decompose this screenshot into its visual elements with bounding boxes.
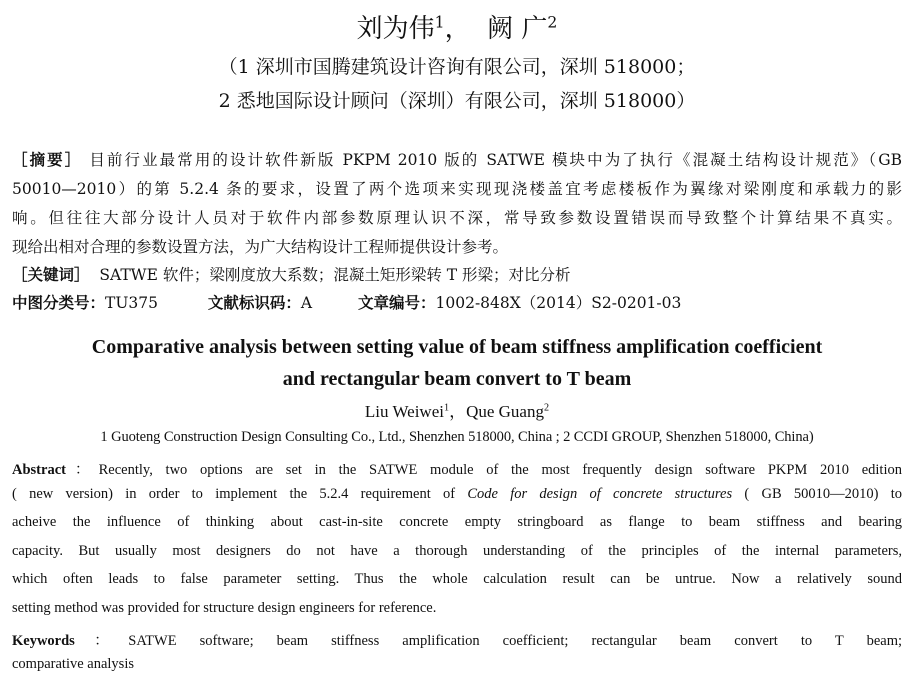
cn-abstract-line-3: 响。但往往大部分设计人员对于软件内部参数原理认识不深，常导致参数设置错误而导致整个计算结果不真实。 <box>12 209 902 227</box>
cn-abstract-line-4: 现给出相对合理的参数设置方法，为广大结构设计工程师提供设计参考。 <box>12 238 509 256</box>
en-abstract-line-6: setting method was provided for structure design engineers for reference. <box>12 600 437 616</box>
cn-author-2: 阙 广 <box>487 14 548 44</box>
en-affiliation: 1 Guoteng Construction Design Consulting Co., Ltd., Shenzhen 518000, China ; 2 CCDI GROUP, Shenzhen 518000, China) <box>100 429 814 445</box>
en-abstract-code-title: Code for design of concrete structures <box>467 486 733 502</box>
en-author-2-sup: 2 <box>543 402 550 414</box>
cn-affiliation-1: （1 深圳市国腾建筑设计咨询有限公司，深圳 518000； <box>218 56 696 78</box>
cn-abstract-label: ［摘要］ <box>12 150 83 169</box>
article-no-value: 1002-848X（2014）S2-0201-03 <box>435 294 682 312</box>
en-abstract-label: Abstract <box>12 462 66 478</box>
doc-code-value: A <box>300 294 313 312</box>
cn-keywords-label: ［关键词］ <box>12 265 90 284</box>
en-abstract-line-3: acheive the influence of thinking about cast-in-site concrete empty stringboard as flange to beam stiffness and bearing <box>12 514 902 530</box>
cn-author-1: 刘为伟 <box>356 14 435 44</box>
en-abstract-text-1: Recently, two options are set in the SATWE module of the most frequently design software PKPM 2010 edition <box>98 462 902 478</box>
en-abstract-colon: ： <box>65 462 99 478</box>
en-author-1: Liu Weiwei <box>364 402 444 421</box>
cn-abstract-line-2: 50010—2010）的第 5.2.4 条的要求，设置了两个选项来实现现浇楼盖宜考虑楼板作为翼缘对梁刚度和承载力的影 <box>12 180 902 198</box>
en-author-1-sup: 1 <box>443 402 450 414</box>
cn-abstract-text-1: 目前行业最常用的设计软件新版 PKPM 2010 版的 SATWE 模块中为了执行《混凝土结构设计规范》（GB <box>89 151 902 169</box>
clc-value: TU375 <box>105 294 159 312</box>
en-abstract-line-4: capacity. But usually most designers do not have a thorough understanding of the principles of the internal parameters, <box>12 543 902 559</box>
en-title-line-1: Comparative analysis between setting value of beam stiffness amplification coefficient <box>91 336 823 358</box>
cn-meta-line <box>12 291 902 313</box>
cn-affiliation-2: 2 悉地国际设计顾问（深圳）有限公司，深圳 518000） <box>218 90 696 112</box>
cn-keywords-text: SATWE 软件；梁刚度放大系数；混凝土矩形梁转 T 形梁；对比分析 <box>99 266 571 284</box>
cn-author-1-sup: 1 <box>434 13 445 32</box>
en-author-2: Que Guang <box>466 402 544 421</box>
en-keywords-line-1 <box>12 629 902 650</box>
clc-label: 中图分类号： <box>12 293 106 312</box>
en-keywords-line-2: comparative analysis <box>12 656 134 672</box>
cn-abstract-line-1 <box>12 148 902 170</box>
doc-code-label: 文献标识码： <box>207 293 301 312</box>
cn-author-2-sup: 2 <box>547 13 558 32</box>
en-abstract-line-2 <box>12 486 902 503</box>
en-abstract-line-5: which often leads to false parameter setting. Thus the whole calculation result can be untrue. Now a relatively sound <box>12 571 902 587</box>
en-keywords-label: Keywords <box>12 633 75 649</box>
en-keywords-colon: ： <box>74 633 129 649</box>
cn-author-sep: ， <box>444 14 471 44</box>
en-keywords-text-1: SATWE software; beam stiffness amplification coefficient; rectangular beam convert to T beam; <box>128 633 903 649</box>
cn-keywords-line <box>12 263 902 285</box>
en-author-line <box>0 397 914 422</box>
en-abstract-text-2a: ( new version) in order to implement the 5.2.4 requirement of <box>12 486 468 502</box>
en-abstract-text-2b: ( GB 50010—2010) to <box>732 486 902 502</box>
en-author-sep: ， <box>449 402 467 421</box>
en-title-line-2: and rectangular beam convert to T beam <box>282 368 632 390</box>
en-abstract-line-1 <box>12 458 902 479</box>
cn-author-line <box>0 8 914 45</box>
article-no-label: 文章编号： <box>357 293 436 312</box>
